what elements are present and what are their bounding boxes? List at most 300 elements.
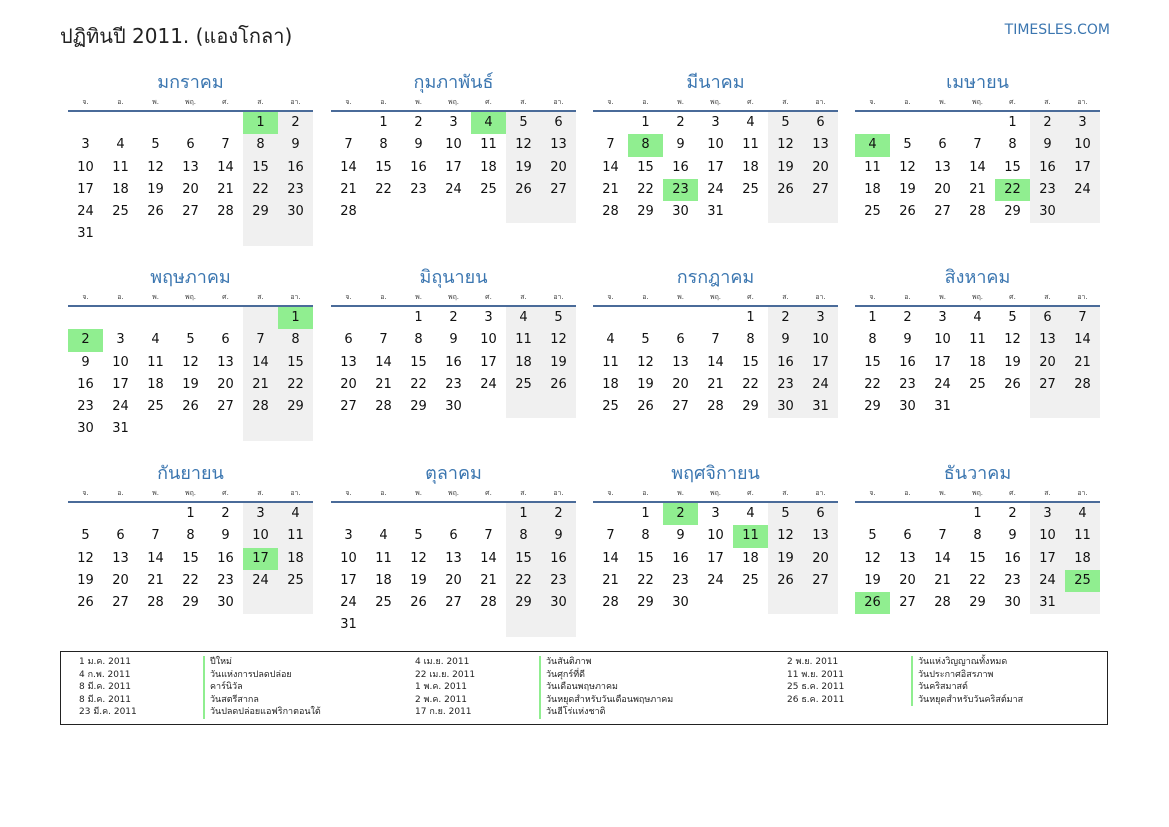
day-cell[interactable]: 7: [606, 528, 615, 544]
day-cell[interactable]: 14: [375, 354, 392, 370]
day-cell[interactable]: 5: [641, 332, 650, 348]
day-cell[interactable]: 22: [278, 374, 313, 396]
day-cell[interactable]: 26: [768, 179, 803, 201]
day-cell[interactable]: 21: [340, 181, 357, 197]
day-cell[interactable]: 19: [506, 157, 541, 179]
day-cell[interactable]: 26: [637, 399, 654, 415]
day-cell[interactable]: 23: [278, 179, 313, 201]
day-cell[interactable]: 24: [707, 181, 724, 197]
day-cell[interactable]: 14: [243, 352, 278, 374]
day-cell[interactable]: 3: [711, 506, 720, 521]
day-cell[interactable]: 6: [221, 332, 230, 348]
day-cell[interactable]: 28: [1065, 374, 1100, 396]
day-cell[interactable]: 10: [803, 329, 838, 351]
day-cell[interactable]: 8: [641, 528, 650, 544]
day-cell[interactable]: 29: [410, 399, 427, 415]
day-cell[interactable]: 15: [506, 548, 541, 570]
day-cell[interactable]: 12: [899, 159, 916, 175]
day-cell[interactable]: 26: [899, 204, 916, 220]
day-cell[interactable]: 3: [803, 307, 838, 329]
day-cell[interactable]: 6: [676, 332, 685, 348]
day-cell[interactable]: 14: [969, 159, 986, 175]
day-cell[interactable]: 27: [672, 399, 689, 415]
day-cell[interactable]: 1: [506, 503, 541, 525]
day-cell[interactable]: 8: [973, 528, 982, 544]
day-cell[interactable]: 11: [480, 137, 497, 153]
day-cell[interactable]: 5: [414, 528, 423, 544]
day-cell[interactable]: 1: [414, 310, 423, 325]
day-cell[interactable]: 1: [186, 506, 195, 521]
day-cell[interactable]: 27: [1030, 374, 1065, 396]
day-cell[interactable]: 7: [973, 137, 982, 153]
day-cell[interactable]: 18: [506, 352, 541, 374]
day-cell[interactable]: 23: [445, 376, 462, 392]
day-cell[interactable]: 20: [803, 157, 838, 179]
day-cell[interactable]: 21: [707, 376, 724, 392]
day-cell[interactable]: 27: [803, 570, 838, 592]
day-cell[interactable]: 9: [768, 329, 803, 351]
day-cell[interactable]: 2: [903, 310, 912, 325]
day-cell[interactable]: 4: [116, 137, 125, 153]
day-cell[interactable]: 11: [742, 137, 759, 153]
day-cell[interactable]: 10: [243, 525, 278, 547]
day-cell[interactable]: 30: [1030, 201, 1065, 223]
day-cell[interactable]: 12: [77, 550, 94, 566]
day-cell[interactable]: 10: [1030, 525, 1065, 547]
day-cell[interactable]: 3: [449, 115, 458, 130]
day-cell[interactable]: 21: [602, 572, 619, 588]
day-cell[interactable]: 5: [1008, 310, 1017, 325]
day-cell[interactable]: 24: [480, 376, 497, 392]
day-cell[interactable]: 8: [746, 332, 755, 348]
day-cell[interactable]: 25: [278, 570, 313, 592]
day-cell[interactable]: 22: [864, 376, 881, 392]
day-cell[interactable]: 26: [410, 595, 427, 611]
day-cell[interactable]: 18: [864, 181, 881, 197]
day-cell[interactable]: 18: [742, 159, 759, 175]
day-cell[interactable]: 2: [676, 115, 685, 130]
day-cell[interactable]: 28: [969, 204, 986, 220]
day-cell[interactable]: 25: [602, 399, 619, 415]
day-cell[interactable]: 25: [1065, 570, 1100, 592]
day-cell[interactable]: 31: [934, 399, 951, 415]
day-cell[interactable]: 10: [934, 332, 951, 348]
day-cell[interactable]: 27: [112, 595, 129, 611]
day-cell[interactable]: 13: [934, 159, 951, 175]
day-cell[interactable]: 3: [1030, 503, 1065, 525]
day-cell[interactable]: 3: [81, 137, 90, 153]
day-cell[interactable]: 5: [151, 137, 160, 153]
day-cell[interactable]: 22: [969, 572, 986, 588]
day-cell[interactable]: 29: [278, 396, 313, 418]
day-cell[interactable]: 9: [81, 354, 90, 370]
day-cell[interactable]: 17: [707, 159, 724, 175]
day-cell[interactable]: 19: [77, 572, 94, 588]
day-cell[interactable]: 30: [217, 595, 234, 611]
day-cell[interactable]: 23: [541, 570, 576, 592]
day-cell[interactable]: 9: [1030, 134, 1065, 156]
day-cell[interactable]: 8: [278, 329, 313, 351]
day-cell[interactable]: 10: [480, 332, 497, 348]
day-cell[interactable]: 12: [541, 329, 576, 351]
day-cell[interactable]: 12: [182, 354, 199, 370]
day-cell[interactable]: 4: [606, 332, 615, 348]
day-cell[interactable]: 8: [414, 332, 423, 348]
day-cell[interactable]: 11: [733, 525, 768, 547]
day-cell[interactable]: 27: [899, 595, 916, 611]
day-cell[interactable]: 5: [81, 528, 90, 544]
day-cell[interactable]: 19: [768, 157, 803, 179]
day-cell[interactable]: 29: [506, 592, 541, 614]
day-cell[interactable]: 11: [112, 159, 129, 175]
day-cell[interactable]: 13: [182, 159, 199, 175]
day-cell[interactable]: 3: [344, 528, 353, 544]
day-cell[interactable]: 7: [243, 329, 278, 351]
day-cell[interactable]: 8: [868, 332, 877, 348]
day-cell[interactable]: 17: [112, 376, 129, 392]
day-cell[interactable]: 9: [221, 528, 230, 544]
day-cell[interactable]: 22: [995, 179, 1030, 201]
day-cell[interactable]: 9: [1008, 528, 1017, 544]
day-cell[interactable]: 22: [637, 572, 654, 588]
day-cell[interactable]: 14: [707, 354, 724, 370]
day-cell[interactable]: 23: [217, 572, 234, 588]
day-cell[interactable]: 23: [77, 399, 94, 415]
day-cell[interactable]: 16: [672, 550, 689, 566]
day-cell[interactable]: 11: [278, 525, 313, 547]
day-cell[interactable]: 21: [602, 181, 619, 197]
day-cell[interactable]: 26: [1004, 376, 1021, 392]
day-cell[interactable]: 15: [742, 354, 759, 370]
day-cell[interactable]: 13: [340, 354, 357, 370]
day-cell[interactable]: 3: [1065, 112, 1100, 134]
day-cell[interactable]: 15: [375, 159, 392, 175]
day-cell[interactable]: 21: [1065, 352, 1100, 374]
day-cell[interactable]: 17: [77, 181, 94, 197]
day-cell[interactable]: 31: [1030, 592, 1065, 614]
day-cell[interactable]: 9: [676, 528, 685, 544]
day-cell[interactable]: 11: [602, 354, 619, 370]
day-cell[interactable]: 4: [506, 307, 541, 329]
day-cell[interactable]: 4: [973, 310, 982, 325]
day-cell[interactable]: 2: [1008, 506, 1017, 521]
day-cell[interactable]: 2: [541, 503, 576, 525]
day-cell[interactable]: 28: [480, 595, 497, 611]
day-cell[interactable]: 11: [1065, 525, 1100, 547]
day-cell[interactable]: 3: [484, 310, 493, 325]
day-cell[interactable]: 19: [768, 548, 803, 570]
day-cell[interactable]: 23: [663, 179, 698, 201]
day-cell[interactable]: 1: [243, 112, 278, 134]
day-cell[interactable]: 27: [182, 204, 199, 220]
day-cell[interactable]: 26: [541, 374, 576, 396]
day-cell[interactable]: 6: [1030, 307, 1065, 329]
day-cell[interactable]: 16: [1030, 157, 1065, 179]
day-cell[interactable]: 8: [506, 525, 541, 547]
day-cell[interactable]: 15: [410, 354, 427, 370]
day-cell[interactable]: 24: [445, 181, 462, 197]
day-cell[interactable]: 8: [1008, 137, 1017, 153]
day-cell[interactable]: 19: [541, 352, 576, 374]
day-cell[interactable]: 2: [768, 307, 803, 329]
day-cell[interactable]: 11: [864, 159, 881, 175]
day-cell[interactable]: 6: [186, 137, 195, 153]
day-cell[interactable]: 7: [344, 137, 353, 153]
day-cell[interactable]: 15: [278, 352, 313, 374]
day-cell[interactable]: 30: [768, 396, 803, 418]
day-cell[interactable]: 6: [938, 137, 947, 153]
day-cell[interactable]: 27: [445, 595, 462, 611]
day-cell[interactable]: 12: [768, 134, 803, 156]
day-cell[interactable]: 1: [746, 310, 755, 325]
site-link[interactable]: TIMESLES.COM: [1004, 22, 1110, 38]
day-cell[interactable]: 2: [663, 503, 698, 525]
day-cell[interactable]: 23: [672, 572, 689, 588]
day-cell[interactable]: 1: [641, 506, 650, 521]
day-cell[interactable]: 7: [606, 137, 615, 153]
day-cell[interactable]: 26: [768, 570, 803, 592]
day-cell[interactable]: 25: [969, 376, 986, 392]
day-cell[interactable]: 27: [217, 399, 234, 415]
day-cell[interactable]: 15: [637, 550, 654, 566]
day-cell[interactable]: 10: [445, 137, 462, 153]
day-cell[interactable]: 12: [410, 550, 427, 566]
day-cell[interactable]: 7: [151, 528, 160, 544]
day-cell[interactable]: 11: [147, 354, 164, 370]
day-cell[interactable]: 25: [506, 374, 541, 396]
day-cell[interactable]: 21: [217, 181, 234, 197]
day-cell[interactable]: 14: [602, 550, 619, 566]
day-cell[interactable]: 17: [340, 572, 357, 588]
day-cell[interactable]: 20: [803, 548, 838, 570]
day-cell[interactable]: 29: [742, 399, 759, 415]
day-cell[interactable]: 17: [1030, 548, 1065, 570]
day-cell[interactable]: 25: [742, 181, 759, 197]
day-cell[interactable]: 30: [672, 204, 689, 220]
day-cell[interactable]: 17: [1065, 157, 1100, 179]
day-cell[interactable]: 25: [112, 204, 129, 220]
day-cell[interactable]: 21: [934, 572, 951, 588]
day-cell[interactable]: 16: [541, 548, 576, 570]
day-cell[interactable]: 15: [182, 550, 199, 566]
day-cell[interactable]: 14: [934, 550, 951, 566]
day-cell[interactable]: 10: [112, 354, 129, 370]
day-cell[interactable]: 27: [340, 399, 357, 415]
day-cell[interactable]: 18: [969, 354, 986, 370]
day-cell[interactable]: 13: [803, 134, 838, 156]
day-cell[interactable]: 21: [969, 181, 986, 197]
day-cell[interactable]: 20: [217, 376, 234, 392]
day-cell[interactable]: 7: [221, 137, 230, 153]
day-cell[interactable]: 3: [243, 503, 278, 525]
day-cell[interactable]: 30: [445, 399, 462, 415]
day-cell[interactable]: 18: [602, 376, 619, 392]
day-cell[interactable]: 18: [480, 159, 497, 175]
day-cell[interactable]: 4: [1065, 503, 1100, 525]
day-cell[interactable]: 10: [1065, 134, 1100, 156]
day-cell[interactable]: 12: [506, 134, 541, 156]
day-cell[interactable]: 17: [803, 352, 838, 374]
day-cell[interactable]: 12: [864, 550, 881, 566]
day-cell[interactable]: 19: [899, 181, 916, 197]
day-cell[interactable]: 23: [410, 181, 427, 197]
day-cell[interactable]: 14: [340, 159, 357, 175]
day-cell[interactable]: 24: [1065, 179, 1100, 201]
day-cell[interactable]: 24: [340, 595, 357, 611]
day-cell[interactable]: 16: [768, 352, 803, 374]
day-cell[interactable]: 5: [768, 112, 803, 134]
day-cell[interactable]: 15: [243, 157, 278, 179]
day-cell[interactable]: 20: [899, 572, 916, 588]
day-cell[interactable]: 19: [410, 572, 427, 588]
day-cell[interactable]: 18: [278, 548, 313, 570]
day-cell[interactable]: 15: [864, 354, 881, 370]
day-cell[interactable]: 21: [375, 376, 392, 392]
day-cell[interactable]: 24: [112, 399, 129, 415]
day-cell[interactable]: 4: [746, 115, 755, 130]
day-cell[interactable]: 10: [77, 159, 94, 175]
day-cell[interactable]: 6: [344, 332, 353, 348]
day-cell[interactable]: 16: [899, 354, 916, 370]
day-cell[interactable]: 29: [637, 595, 654, 611]
day-cell[interactable]: 23: [1030, 179, 1065, 201]
day-cell[interactable]: 18: [112, 181, 129, 197]
day-cell[interactable]: 7: [379, 332, 388, 348]
day-cell[interactable]: 6: [449, 528, 458, 544]
day-cell[interactable]: 5: [903, 137, 912, 153]
day-cell[interactable]: 21: [147, 572, 164, 588]
day-cell[interactable]: 18: [147, 376, 164, 392]
day-cell[interactable]: 1: [278, 307, 313, 329]
day-cell[interactable]: 20: [340, 376, 357, 392]
day-cell[interactable]: 13: [672, 354, 689, 370]
day-cell[interactable]: 24: [934, 376, 951, 392]
day-cell[interactable]: 29: [182, 595, 199, 611]
day-cell[interactable]: 2: [68, 329, 103, 351]
day-cell[interactable]: 29: [637, 204, 654, 220]
day-cell[interactable]: 7: [938, 528, 947, 544]
day-cell[interactable]: 17: [480, 354, 497, 370]
day-cell[interactable]: 13: [803, 525, 838, 547]
day-cell[interactable]: 12: [768, 525, 803, 547]
day-cell[interactable]: 29: [1004, 204, 1021, 220]
day-cell[interactable]: 19: [1004, 354, 1021, 370]
day-cell[interactable]: 30: [77, 421, 94, 437]
day-cell[interactable]: 3: [116, 332, 125, 348]
day-cell[interactable]: 10: [340, 550, 357, 566]
day-cell[interactable]: 28: [375, 399, 392, 415]
day-cell[interactable]: 11: [506, 329, 541, 351]
day-cell[interactable]: 23: [768, 374, 803, 396]
day-cell[interactable]: 30: [1004, 595, 1021, 611]
day-cell[interactable]: 14: [147, 550, 164, 566]
day-cell[interactable]: 29: [969, 595, 986, 611]
day-cell[interactable]: 14: [480, 550, 497, 566]
day-cell[interactable]: 22: [243, 179, 278, 201]
day-cell[interactable]: 16: [1004, 550, 1021, 566]
day-cell[interactable]: 8: [379, 137, 388, 153]
day-cell[interactable]: 8: [628, 134, 663, 156]
day-cell[interactable]: 5: [186, 332, 195, 348]
day-cell[interactable]: 24: [243, 570, 278, 592]
day-cell[interactable]: 20: [112, 572, 129, 588]
day-cell[interactable]: 28: [602, 204, 619, 220]
day-cell[interactable]: 9: [676, 137, 685, 153]
day-cell[interactable]: 2: [1030, 112, 1065, 134]
day-cell[interactable]: 5: [506, 112, 541, 134]
day-cell[interactable]: 31: [707, 204, 724, 220]
day-cell[interactable]: 18: [1065, 548, 1100, 570]
day-cell[interactable]: 4: [471, 112, 506, 134]
day-cell[interactable]: 22: [637, 181, 654, 197]
day-cell[interactable]: 22: [506, 570, 541, 592]
day-cell[interactable]: 20: [182, 181, 199, 197]
day-cell[interactable]: 17: [934, 354, 951, 370]
day-cell[interactable]: 26: [506, 179, 541, 201]
day-cell[interactable]: 9: [414, 137, 423, 153]
day-cell[interactable]: 2: [449, 310, 458, 325]
day-cell[interactable]: 6: [803, 112, 838, 134]
day-cell[interactable]: 6: [803, 503, 838, 525]
day-cell[interactable]: 24: [1030, 570, 1065, 592]
day-cell[interactable]: 16: [217, 550, 234, 566]
day-cell[interactable]: 28: [217, 204, 234, 220]
day-cell[interactable]: 20: [934, 181, 951, 197]
day-cell[interactable]: 28: [147, 595, 164, 611]
day-cell[interactable]: 30: [278, 201, 313, 223]
day-cell[interactable]: 29: [243, 201, 278, 223]
day-cell[interactable]: 6: [541, 112, 576, 134]
day-cell[interactable]: 30: [541, 592, 576, 614]
day-cell[interactable]: 22: [182, 572, 199, 588]
day-cell[interactable]: 25: [375, 595, 392, 611]
day-cell[interactable]: 13: [445, 550, 462, 566]
day-cell[interactable]: 16: [278, 157, 313, 179]
day-cell[interactable]: 30: [899, 399, 916, 415]
day-cell[interactable]: 31: [77, 226, 94, 242]
day-cell[interactable]: 10: [707, 137, 724, 153]
day-cell[interactable]: 20: [541, 157, 576, 179]
day-cell[interactable]: 5: [768, 503, 803, 525]
day-cell[interactable]: 15: [637, 159, 654, 175]
day-cell[interactable]: 9: [903, 332, 912, 348]
day-cell[interactable]: 21: [480, 572, 497, 588]
day-cell[interactable]: 9: [541, 525, 576, 547]
day-cell[interactable]: 4: [746, 506, 755, 521]
day-cell[interactable]: 24: [77, 204, 94, 220]
day-cell[interactable]: 18: [742, 550, 759, 566]
day-cell[interactable]: 3: [938, 310, 947, 325]
day-cell[interactable]: 14: [602, 159, 619, 175]
day-cell[interactable]: 16: [672, 159, 689, 175]
day-cell[interactable]: 25: [864, 204, 881, 220]
day-cell[interactable]: 9: [278, 134, 313, 156]
day-cell[interactable]: 4: [151, 332, 160, 348]
day-cell[interactable]: 5: [868, 528, 877, 544]
day-cell[interactable]: 28: [340, 204, 357, 220]
day-cell[interactable]: 19: [864, 572, 881, 588]
day-cell[interactable]: 26: [77, 595, 94, 611]
day-cell[interactable]: 24: [707, 572, 724, 588]
day-cell[interactable]: 17: [445, 159, 462, 175]
day-cell[interactable]: 26: [182, 399, 199, 415]
day-cell[interactable]: 22: [375, 181, 392, 197]
day-cell[interactable]: 7: [1065, 307, 1100, 329]
day-cell[interactable]: 1: [973, 506, 982, 521]
day-cell[interactable]: 11: [969, 332, 986, 348]
day-cell[interactable]: 27: [803, 179, 838, 201]
day-cell[interactable]: 28: [602, 595, 619, 611]
